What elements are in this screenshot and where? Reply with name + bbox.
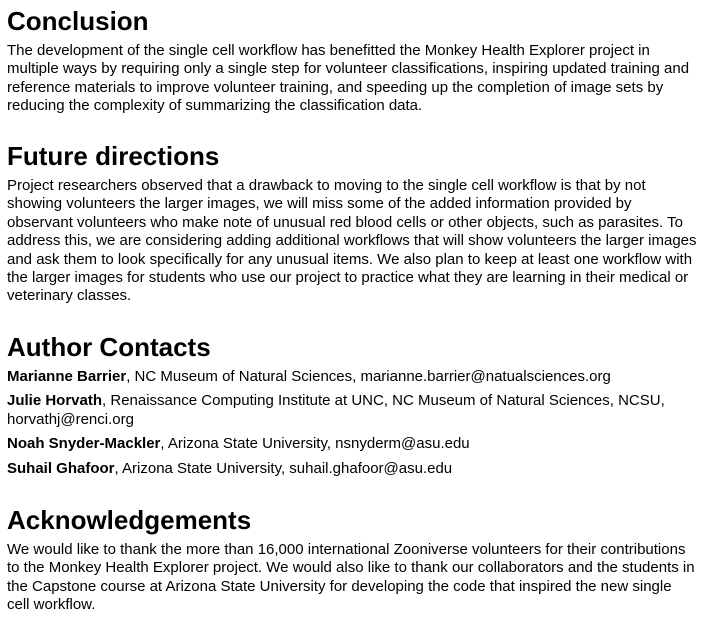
conclusion-heading: Conclusion bbox=[7, 6, 149, 36]
future-directions-section bbox=[7, 141, 697, 306]
author-contact bbox=[7, 460, 697, 478]
author-details: , NC Museum of Natural Sciences, marianne.barrier@natualsciences.org bbox=[126, 368, 611, 385]
future-directions-paragraph: Project researchers observed that a drawback to moving to the single cell workflow is that by not showing volunteers the larger images, we will miss some of the added information provided by observant volunteers who make note of unusual red blood cells or other objects, such as parasites. To address this, we are considering adding additional workflows that will show volunteers the larger images and ask them to look specifically for any unusual items. We also plan to keep at least one workflow with the larger images for students who use our project to practice what they are learning in their medical or veterinary classes. bbox=[7, 177, 697, 305]
author-name: Suhail Ghafoor bbox=[7, 459, 115, 477]
author-name: Noah Snyder-Mackler bbox=[7, 435, 161, 453]
author-contact bbox=[7, 368, 697, 386]
author-contact bbox=[7, 435, 697, 453]
author-contacts-heading: Author Contacts bbox=[7, 332, 211, 362]
acknowledgements-section bbox=[7, 505, 697, 615]
conclusion-paragraph: The development of the single cell workflow has benefitted the Monkey Health Explorer project in multiple ways by requiring only a single step for volunteer classifications, inspiring updated training and reference materials to improve volunteer training, and speeding up the completion of image sets by reducing the complexity of summarizing the classification data. bbox=[7, 42, 690, 115]
author-contacts-section bbox=[7, 332, 697, 484]
acknowledgements-paragraph: We would like to thank the more than 16,000 international Zooniverse volunteers for their contributions to the Monkey Health Explorer project. We would also like to thank our collaborators and the students in the Capstone course at Arizona State University for developing the code that inspired the new single cell workflow. bbox=[7, 541, 695, 614]
author-details: , Arizona State University, suhail.ghafoor@asu.edu bbox=[114, 459, 453, 477]
author-contact bbox=[7, 392, 697, 429]
author-details: , Renaissance Computing Institute at UNC, NC Museum of Natural Sciences, NCSU, horvathj@renci.org bbox=[7, 392, 665, 428]
author-name: Marianne Barrier bbox=[7, 368, 127, 385]
conclusion-section bbox=[7, 6, 697, 116]
author-details: , Arizona State University, nsnyderm@asu.edu bbox=[160, 435, 470, 453]
future-directions-heading: Future directions bbox=[7, 141, 220, 171]
acknowledgements-heading: Acknowledgements bbox=[7, 505, 252, 535]
author-name: Julie Horvath bbox=[7, 392, 103, 410]
